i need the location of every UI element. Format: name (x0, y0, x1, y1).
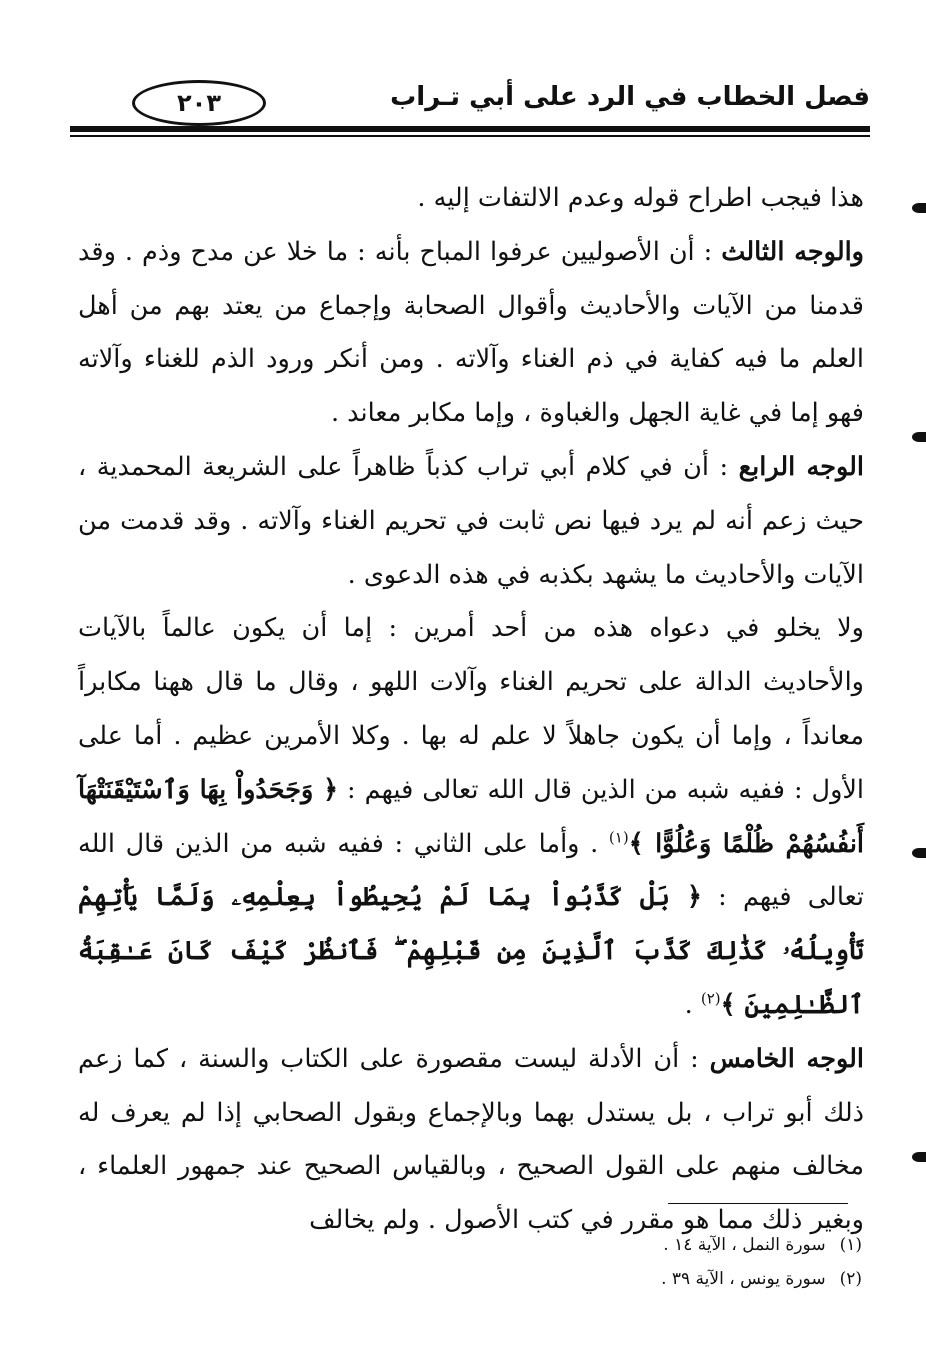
text-run: . (684, 989, 701, 1020)
footnote-text: سورة النمل ، الآية ١٤ . (663, 1235, 826, 1255)
margin-mark (912, 432, 926, 442)
paragraph (78, 602, 864, 1032)
body-text (78, 172, 864, 1248)
section-label: والوجه الثالث (721, 236, 864, 267)
paragraph (78, 226, 864, 441)
margin-mark (912, 1152, 926, 1162)
section-label: الوجه الرابع (738, 451, 864, 482)
footnote-ref: (١) (608, 828, 629, 847)
section-label: الوجه الخامس (709, 1043, 865, 1074)
text-run: ولا يخلو في دعواه هذه من أحد أمرين : إما أن يكون عالماً بالآيات والأحاديث الدالة على تحريم الغناء وآلات اللهو ، وقال ما قال ههنا مكابراً معانداً ، وإما أن يكون جاهلاً لا علم له بها . وكلا الأمرين عظيم . أما على الأول : ففيه شبه من الذين قال الله تعالى فيهم : (78, 613, 865, 805)
header-rule-thin (70, 135, 870, 137)
footnote-2 (162, 1262, 862, 1296)
quran-quote: ﴿ بَلْ كَذَّبُواْ بِمَا لَمْ يُحِيطُواْ بِعِلْمِهِۦ وَلَمَّا يَأْتِهِمْ تَأْوِيلُهُۥ كَذَٰلِكَ كَذَّبَ ٱلَّذِينَ مِن قَبْلِهِمْ ۖ فَٱنظُرْ كَيْفَ كَانَ عَـٰقِبَةُ ٱلظَّـٰلِمِينَ ﴾ (78, 882, 864, 1020)
paragraph (78, 1033, 864, 1248)
paragraph (78, 441, 864, 602)
text-run: : أن الأصوليين عرفوا المباح بأنه : ما خلا عن مدح وذم . وقد قدمنا من الآيات والأحاديث وأقوال الصحابة وإجماع من يعتد بهم من أهل العلم ما فيه كفاية في ذم الغناء وآلاته . ومن أنكر ورود الذم للغناء وآلاته فهو إما في غاية الجهل والغباوة ، وإما مكابر معاند . (78, 236, 864, 429)
margin-mark (912, 203, 926, 213)
footnote-text: سورة يونس ، الآية ٣٩ . (661, 1269, 826, 1289)
text-run: . وأما على الثاني : ففيه شبه من الذين قال الله تعالى فيهم : (78, 828, 864, 913)
footnote-number: (٢) (839, 1269, 862, 1289)
paragraph (78, 172, 864, 226)
footnote-separator (668, 1203, 848, 1204)
page-number: ٢٠٣ (132, 80, 266, 126)
margin-mark (912, 848, 926, 858)
footnotes (162, 1228, 862, 1296)
text-run: : أن الأدلة ليست مقصورة على الكتاب والسنة ، كما زعم ذلك أبو تراب ، بل يستدل بهما وبالإجماع وبقول الصحابي إذا لم يعرف له مخالف منهم على القول الصحيح ، وبالقياس الصحيح عند جمهور العلماء ، وبغير ذلك مما هو مقرر في كتب الأصول . ولم يخالف (78, 1043, 864, 1236)
header-rule (70, 126, 870, 132)
footnote-number: (١) (839, 1235, 862, 1255)
text-run: : أن في كلام أبي تراب كذباً ظاهراً على الشريعة المحمدية ، حيث زعم أنه لم يرد فيها نص ثابت في تحريم الغناء وآلاته . وقد قدمت من الآيات والأحاديث ما يشهد بكذبه في هذه الدعوى . (78, 451, 864, 590)
running-header (70, 78, 870, 130)
quran-quote: ﴿ وَجَحَدُواْ بِهَا وَٱسْتَيْقَنَتْهَآ أَنفُسُهُمْ ظُلْمًا وَعُلُوًّا ﴾ (78, 774, 864, 859)
text-run: هذا فيجب اطراح قوله وعدم الالتفات إليه . (417, 183, 864, 213)
footnote-1 (162, 1228, 862, 1262)
running-title: فصل الخطاب في الرد على أبي تـراب (390, 82, 870, 112)
footnote-ref: (٢) (700, 989, 721, 1008)
